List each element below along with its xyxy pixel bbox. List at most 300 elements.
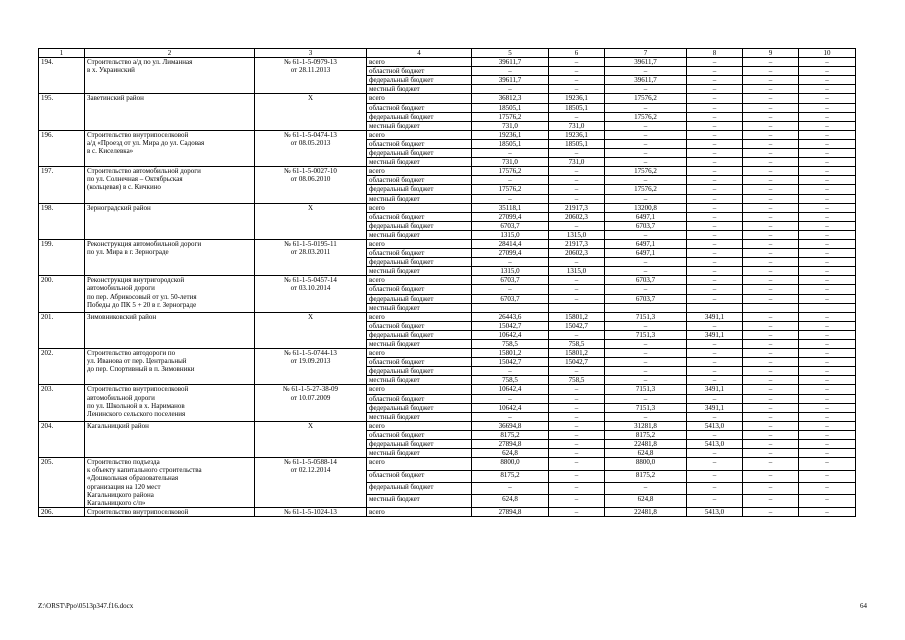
amount-cell: – — [687, 495, 743, 507]
amount-cell: 15042,7 — [549, 358, 605, 367]
amount-cell: – — [799, 239, 856, 248]
amount-cell: – — [605, 103, 687, 112]
amount-cell: 6703,7 — [472, 294, 549, 303]
amount-cell: – — [549, 194, 605, 203]
amount-cell: – — [549, 440, 605, 449]
amount-cell: 20602,3 — [549, 212, 605, 221]
row-number: 194. — [39, 58, 85, 94]
amount-cell: – — [687, 276, 743, 285]
amount-cell: – — [743, 176, 799, 185]
object-name-line: Строительство внутрипоселковой — [87, 385, 189, 394]
amount-cell: – — [799, 367, 856, 376]
amount-cell: – — [799, 85, 856, 94]
amount-cell: – — [472, 412, 549, 421]
document-reference-line: Х — [307, 312, 314, 321]
amount-cell: 27894,8 — [472, 507, 549, 516]
amount-cell: 13200,8 — [605, 203, 687, 212]
amount-cell: – — [799, 285, 856, 294]
amount-cell: 1315,0 — [472, 230, 549, 239]
row-number: 201. — [39, 312, 85, 348]
amount-cell: – — [743, 312, 799, 321]
amount-cell: – — [605, 394, 687, 403]
table-row — [39, 276, 856, 285]
amount-cell: – — [799, 149, 856, 158]
amount-cell — [549, 303, 605, 312]
amount-cell: – — [743, 139, 799, 148]
amount-cell: – — [605, 85, 687, 94]
table-row — [39, 458, 856, 470]
amount-cell: – — [743, 239, 799, 248]
funding-source: всего — [367, 203, 472, 212]
document-reference-line: № 61-1-5-27-38-09 — [282, 385, 339, 394]
amount-cell: – — [687, 112, 743, 121]
object-name-line: ул. Иванова от пер. Центральный — [87, 357, 187, 366]
amount-cell: – — [549, 330, 605, 339]
amount-cell: – — [605, 194, 687, 203]
row-number: 205. — [39, 458, 85, 508]
amount-cell: – — [605, 130, 687, 139]
funding-source: федеральный бюджет — [367, 367, 472, 376]
amount-cell: 1315,0 — [472, 267, 549, 276]
amount-cell: – — [549, 276, 605, 285]
amount-cell: – — [687, 470, 743, 482]
amount-cell: – — [687, 294, 743, 303]
amount-cell: – — [549, 112, 605, 121]
amount-cell: 17576,2 — [605, 167, 687, 176]
amount-cell: – — [549, 367, 605, 376]
amount-cell: – — [743, 358, 799, 367]
amount-cell: – — [743, 412, 799, 421]
amount-cell: 36812,3 — [472, 94, 549, 103]
amount-cell: – — [743, 483, 799, 495]
document-reference-line: от 08.06.2010 — [290, 175, 331, 184]
amount-cell: – — [743, 285, 799, 294]
amount-cell: – — [687, 349, 743, 358]
amount-cell: 3491,1 — [687, 312, 743, 321]
object-name-line: в с. Киселевка» — [87, 147, 134, 156]
amount-cell — [605, 303, 687, 312]
amount-cell: 18505,1 — [472, 139, 549, 148]
funding-source: всего — [367, 58, 472, 67]
amount-cell: – — [799, 249, 856, 258]
object-name-line: Реконструкция внутригородской — [87, 276, 185, 285]
amount-cell: – — [549, 294, 605, 303]
amount-cell: – — [605, 121, 687, 130]
amount-cell: 3491,1 — [687, 403, 743, 412]
funding-source: областной бюджет — [367, 67, 472, 76]
document-reference-line: от 28.11.2013 — [290, 66, 331, 75]
amount-cell: – — [687, 376, 743, 385]
amount-cell: 18505,1 — [549, 103, 605, 112]
amount-cell: – — [799, 94, 856, 103]
amount-cell: 17576,2 — [605, 112, 687, 121]
amount-cell: 6497,1 — [605, 239, 687, 248]
amount-cell: – — [743, 194, 799, 203]
funding-source: местный бюджет — [367, 158, 472, 167]
amount-cell: – — [743, 130, 799, 139]
amount-cell: – — [799, 139, 856, 148]
amount-cell: – — [687, 58, 743, 67]
funding-source: всего — [367, 507, 472, 516]
amount-cell: 15042,7 — [549, 321, 605, 330]
table-row — [39, 349, 856, 358]
amount-cell: – — [549, 458, 605, 470]
amount-cell: – — [799, 430, 856, 439]
amount-cell: 22481,8 — [605, 507, 687, 516]
amount-cell: – — [799, 294, 856, 303]
amount-cell: – — [799, 312, 856, 321]
object-name-line: Строительство внутрипоселковой — [87, 507, 189, 516]
column-header: 2 — [85, 49, 255, 58]
amount-cell: – — [687, 230, 743, 239]
object-name — [85, 458, 255, 508]
funding-source: местный бюджет — [367, 267, 472, 276]
amount-cell: 19236,1 — [549, 94, 605, 103]
amount-cell: – — [687, 158, 743, 167]
amount-cell: – — [687, 221, 743, 230]
amount-cell: 758,5 — [472, 376, 549, 385]
amount-cell: – — [799, 121, 856, 130]
amount-cell: – — [549, 430, 605, 439]
amount-cell: – — [687, 103, 743, 112]
amount-cell: – — [799, 158, 856, 167]
document-reference-line: Х — [307, 203, 314, 212]
amount-cell: 20602,3 — [549, 249, 605, 258]
amount-cell: 15042,7 — [472, 358, 549, 367]
amount-cell: 731,0 — [549, 158, 605, 167]
amount-cell: – — [605, 139, 687, 148]
amount-cell: – — [743, 158, 799, 167]
amount-cell: – — [799, 330, 856, 339]
funding-source: всего — [367, 349, 472, 358]
amount-cell: – — [605, 376, 687, 385]
amount-cell: 8800,0 — [472, 458, 549, 470]
object-name-line: по ул. Мира в г. Зернограде — [87, 248, 169, 257]
funding-source: всего — [367, 130, 472, 139]
amount-cell: – — [743, 507, 799, 516]
amount-cell: – — [472, 149, 549, 158]
amount-cell: – — [799, 449, 856, 458]
object-name-line: Зимовниковский район — [87, 312, 157, 321]
object-name-line: по ул. Школьной в х. Нариманов — [87, 401, 185, 410]
object-name — [85, 276, 255, 312]
amount-cell: – — [687, 285, 743, 294]
object-name-line: а/д «Проезд от ул. Мира до ул. Садовая — [87, 138, 205, 147]
amount-cell: – — [687, 449, 743, 458]
funding-source: местный бюджет — [367, 340, 472, 349]
funding-source: областной бюджет — [367, 285, 472, 294]
document-reference-line: № 61-1-5-0195-11 — [284, 239, 337, 248]
funding-source: всего — [367, 167, 472, 176]
amount-cell: – — [799, 458, 856, 470]
funding-source: федеральный бюджет — [367, 76, 472, 85]
amount-cell: – — [605, 149, 687, 158]
column-header: 9 — [743, 49, 799, 58]
funding-source: областной бюджет — [367, 103, 472, 112]
table-row — [39, 58, 856, 67]
amount-cell: – — [743, 67, 799, 76]
object-name — [85, 385, 255, 421]
amount-cell: – — [799, 203, 856, 212]
amount-cell: 19236,1 — [549, 130, 605, 139]
amount-cell: 5413,0 — [687, 421, 743, 430]
object-name-line: в х. Украинский — [87, 66, 135, 75]
document-reference — [255, 312, 367, 348]
amount-cell: – — [799, 176, 856, 185]
document-reference-line: № 61-1-5-0027-10 — [284, 167, 337, 176]
object-name-line: Кагальницкого с/п» — [87, 498, 146, 507]
amount-cell: – — [799, 67, 856, 76]
document-reference — [255, 58, 367, 94]
column-header: 3 — [255, 49, 367, 58]
amount-cell: 10642,4 — [472, 385, 549, 394]
object-name-line: Победы до ПК 5 + 20 в г. Зернограде — [87, 300, 197, 309]
row-number: 206. — [39, 507, 85, 516]
amount-cell: 10642,4 — [472, 403, 549, 412]
amount-cell: – — [549, 507, 605, 516]
amount-cell: 10642,4 — [472, 330, 549, 339]
object-name — [85, 507, 255, 516]
amount-cell: – — [799, 167, 856, 176]
funding-source: областной бюджет — [367, 358, 472, 367]
funding-source: областной бюджет — [367, 394, 472, 403]
amount-cell: – — [687, 458, 743, 470]
amount-cell: – — [687, 76, 743, 85]
amount-cell: – — [687, 176, 743, 185]
funding-source: местный бюджет — [367, 376, 472, 385]
amount-cell: – — [799, 421, 856, 430]
object-name-line: Реконструкция автомобильной дороги — [87, 239, 202, 248]
amount-cell: – — [687, 130, 743, 139]
funding-source: федеральный бюджет — [367, 330, 472, 339]
object-name-line: Зерноградский район — [87, 203, 151, 212]
amount-cell: 28414,4 — [472, 239, 549, 248]
amount-cell: – — [799, 340, 856, 349]
amount-cell: – — [743, 449, 799, 458]
amount-cell: 17576,2 — [605, 185, 687, 194]
amount-cell: – — [687, 412, 743, 421]
amount-cell: – — [799, 412, 856, 421]
amount-cell: – — [743, 321, 799, 330]
table-row — [39, 421, 856, 430]
funding-source: областной бюджет — [367, 321, 472, 330]
funding-source: федеральный бюджет — [367, 440, 472, 449]
amount-cell: – — [605, 367, 687, 376]
column-header: 5 — [472, 49, 549, 58]
document-reference — [255, 385, 367, 421]
amount-cell: – — [743, 167, 799, 176]
document-reference-line: № 61-1-5-0744-13 — [284, 349, 337, 358]
amount-cell: – — [549, 449, 605, 458]
funding-source: областной бюджет — [367, 139, 472, 148]
document-reference-line: № 61-1-5-0588-14 — [284, 458, 337, 467]
amount-cell: – — [687, 249, 743, 258]
document-reference-line: от 28.03.2011 — [290, 248, 331, 257]
amount-cell: – — [605, 349, 687, 358]
amount-cell: – — [549, 76, 605, 85]
amount-cell: – — [799, 212, 856, 221]
amount-cell: 1315,0 — [549, 267, 605, 276]
amount-cell — [687, 303, 743, 312]
funding-source: областной бюджет — [367, 430, 472, 439]
amount-cell: – — [472, 483, 549, 495]
object-name-line: Кагальницкий район — [87, 421, 149, 430]
funding-source: всего — [367, 239, 472, 248]
amount-cell: 3491,1 — [687, 330, 743, 339]
funding-source: федеральный бюджет — [367, 258, 472, 267]
amount-cell: – — [743, 203, 799, 212]
amount-cell: – — [472, 258, 549, 267]
amount-cell: – — [687, 67, 743, 76]
funding-source: всего — [367, 312, 472, 321]
table-row — [39, 385, 856, 394]
amount-cell: – — [799, 321, 856, 330]
amount-cell: 1315,0 — [549, 230, 605, 239]
column-header: 4 — [367, 49, 472, 58]
funding-source: федеральный бюджет — [367, 185, 472, 194]
amount-cell: – — [799, 130, 856, 139]
object-name — [85, 349, 255, 385]
amount-cell: – — [687, 149, 743, 158]
amount-cell: 21917,3 — [549, 203, 605, 212]
row-number: 203. — [39, 385, 85, 421]
amount-cell: 758,5 — [472, 340, 549, 349]
document-reference-line: от 02.12.2014 — [290, 466, 331, 475]
amount-cell: – — [687, 258, 743, 267]
amount-cell: – — [743, 94, 799, 103]
amount-cell: 19236,1 — [472, 130, 549, 139]
amount-cell: 15042,7 — [472, 321, 549, 330]
column-header: 7 — [605, 49, 687, 58]
funding-source: федеральный бюджет — [367, 483, 472, 495]
page-number: 64 — [860, 602, 867, 610]
row-number: 195. — [39, 94, 85, 130]
amount-cell: – — [743, 258, 799, 267]
funding-source: местный бюджет — [367, 412, 472, 421]
amount-cell: – — [799, 403, 856, 412]
object-name — [85, 203, 255, 239]
amount-cell: 731,0 — [472, 121, 549, 130]
amount-cell: 731,0 — [549, 121, 605, 130]
funding-source: федеральный бюджет — [367, 149, 472, 158]
header-row — [39, 49, 856, 58]
amount-cell: – — [687, 167, 743, 176]
object-name-line: «Дошкольная образовательная — [87, 474, 179, 483]
document-reference-line: Х — [307, 94, 314, 103]
row-number: 200. — [39, 276, 85, 312]
amount-cell: 31281,8 — [605, 421, 687, 430]
amount-cell: – — [472, 194, 549, 203]
amount-cell: 6703,7 — [605, 294, 687, 303]
amount-cell: – — [743, 276, 799, 285]
amount-cell: 39611,7 — [472, 76, 549, 85]
amount-cell: – — [743, 340, 799, 349]
amount-cell: – — [743, 394, 799, 403]
amount-cell: 6703,7 — [605, 221, 687, 230]
amount-cell: – — [549, 403, 605, 412]
amount-cell: 39611,7 — [472, 58, 549, 67]
amount-cell: 26443,6 — [472, 312, 549, 321]
amount-cell: – — [743, 430, 799, 439]
table-row — [39, 239, 856, 248]
object-name-line: Строительство а/д по ул. Лиманная — [87, 58, 193, 67]
amount-cell: – — [549, 176, 605, 185]
amount-cell: 6703,7 — [472, 276, 549, 285]
funding-source: федеральный бюджет — [367, 403, 472, 412]
amount-cell: – — [605, 358, 687, 367]
amount-cell: – — [743, 121, 799, 130]
amount-cell: – — [687, 194, 743, 203]
amount-cell: – — [605, 67, 687, 76]
column-header: 10 — [799, 49, 856, 58]
column-header: 8 — [687, 49, 743, 58]
document-reference — [255, 167, 367, 203]
amount-cell: – — [687, 94, 743, 103]
amount-cell: – — [549, 495, 605, 507]
amount-cell: – — [605, 340, 687, 349]
amount-cell: – — [687, 321, 743, 330]
amount-cell: – — [605, 176, 687, 185]
amount-cell: – — [743, 349, 799, 358]
document-reference — [255, 239, 367, 275]
amount-cell: 17576,2 — [605, 94, 687, 103]
amount-cell: 35118,1 — [472, 203, 549, 212]
funding-source: местный бюджет — [367, 449, 472, 458]
amount-cell: – — [743, 221, 799, 230]
object-name — [85, 130, 255, 166]
amount-cell: – — [549, 221, 605, 230]
row-number: 197. — [39, 167, 85, 203]
amount-cell: – — [799, 76, 856, 85]
amount-cell: 731,0 — [472, 158, 549, 167]
amount-cell: 8175,2 — [472, 470, 549, 482]
document-reference — [255, 94, 367, 130]
amount-cell: 7151,3 — [605, 385, 687, 394]
document-reference — [255, 421, 367, 457]
amount-cell: – — [799, 358, 856, 367]
amount-cell: – — [549, 483, 605, 495]
amount-cell: 39611,7 — [605, 76, 687, 85]
amount-cell: – — [799, 267, 856, 276]
amount-cell: – — [687, 367, 743, 376]
document-reference-line: № 61-1-5-0474-13 — [284, 130, 337, 139]
amount-cell: 8175,2 — [472, 430, 549, 439]
object-name-line: Заветинский район — [87, 94, 144, 103]
amount-cell: – — [549, 285, 605, 294]
document-reference-line: от 10.07.2009 — [290, 393, 331, 402]
amount-cell: – — [799, 103, 856, 112]
amount-cell: – — [743, 85, 799, 94]
column-header: 6 — [549, 49, 605, 58]
object-name-line: (кольцевая) в с. Кичкино — [87, 183, 161, 192]
budget-table — [38, 48, 856, 517]
document-reference — [255, 130, 367, 166]
funding-source: местный бюджет — [367, 194, 472, 203]
amount-cell: 8175,2 — [605, 430, 687, 439]
amount-cell: – — [743, 149, 799, 158]
object-name — [85, 312, 255, 348]
row-number: 204. — [39, 421, 85, 457]
amount-cell: – — [799, 258, 856, 267]
amount-cell: – — [549, 385, 605, 394]
amount-cell: 7151,3 — [605, 330, 687, 339]
funding-source: местный бюджет — [367, 495, 472, 507]
object-name-line: по ул. Солнечная – Октябрьская — [87, 175, 183, 184]
amount-cell: – — [549, 421, 605, 430]
amount-cell: – — [743, 421, 799, 430]
amount-cell: 15801,2 — [472, 349, 549, 358]
document-reference — [255, 458, 367, 508]
